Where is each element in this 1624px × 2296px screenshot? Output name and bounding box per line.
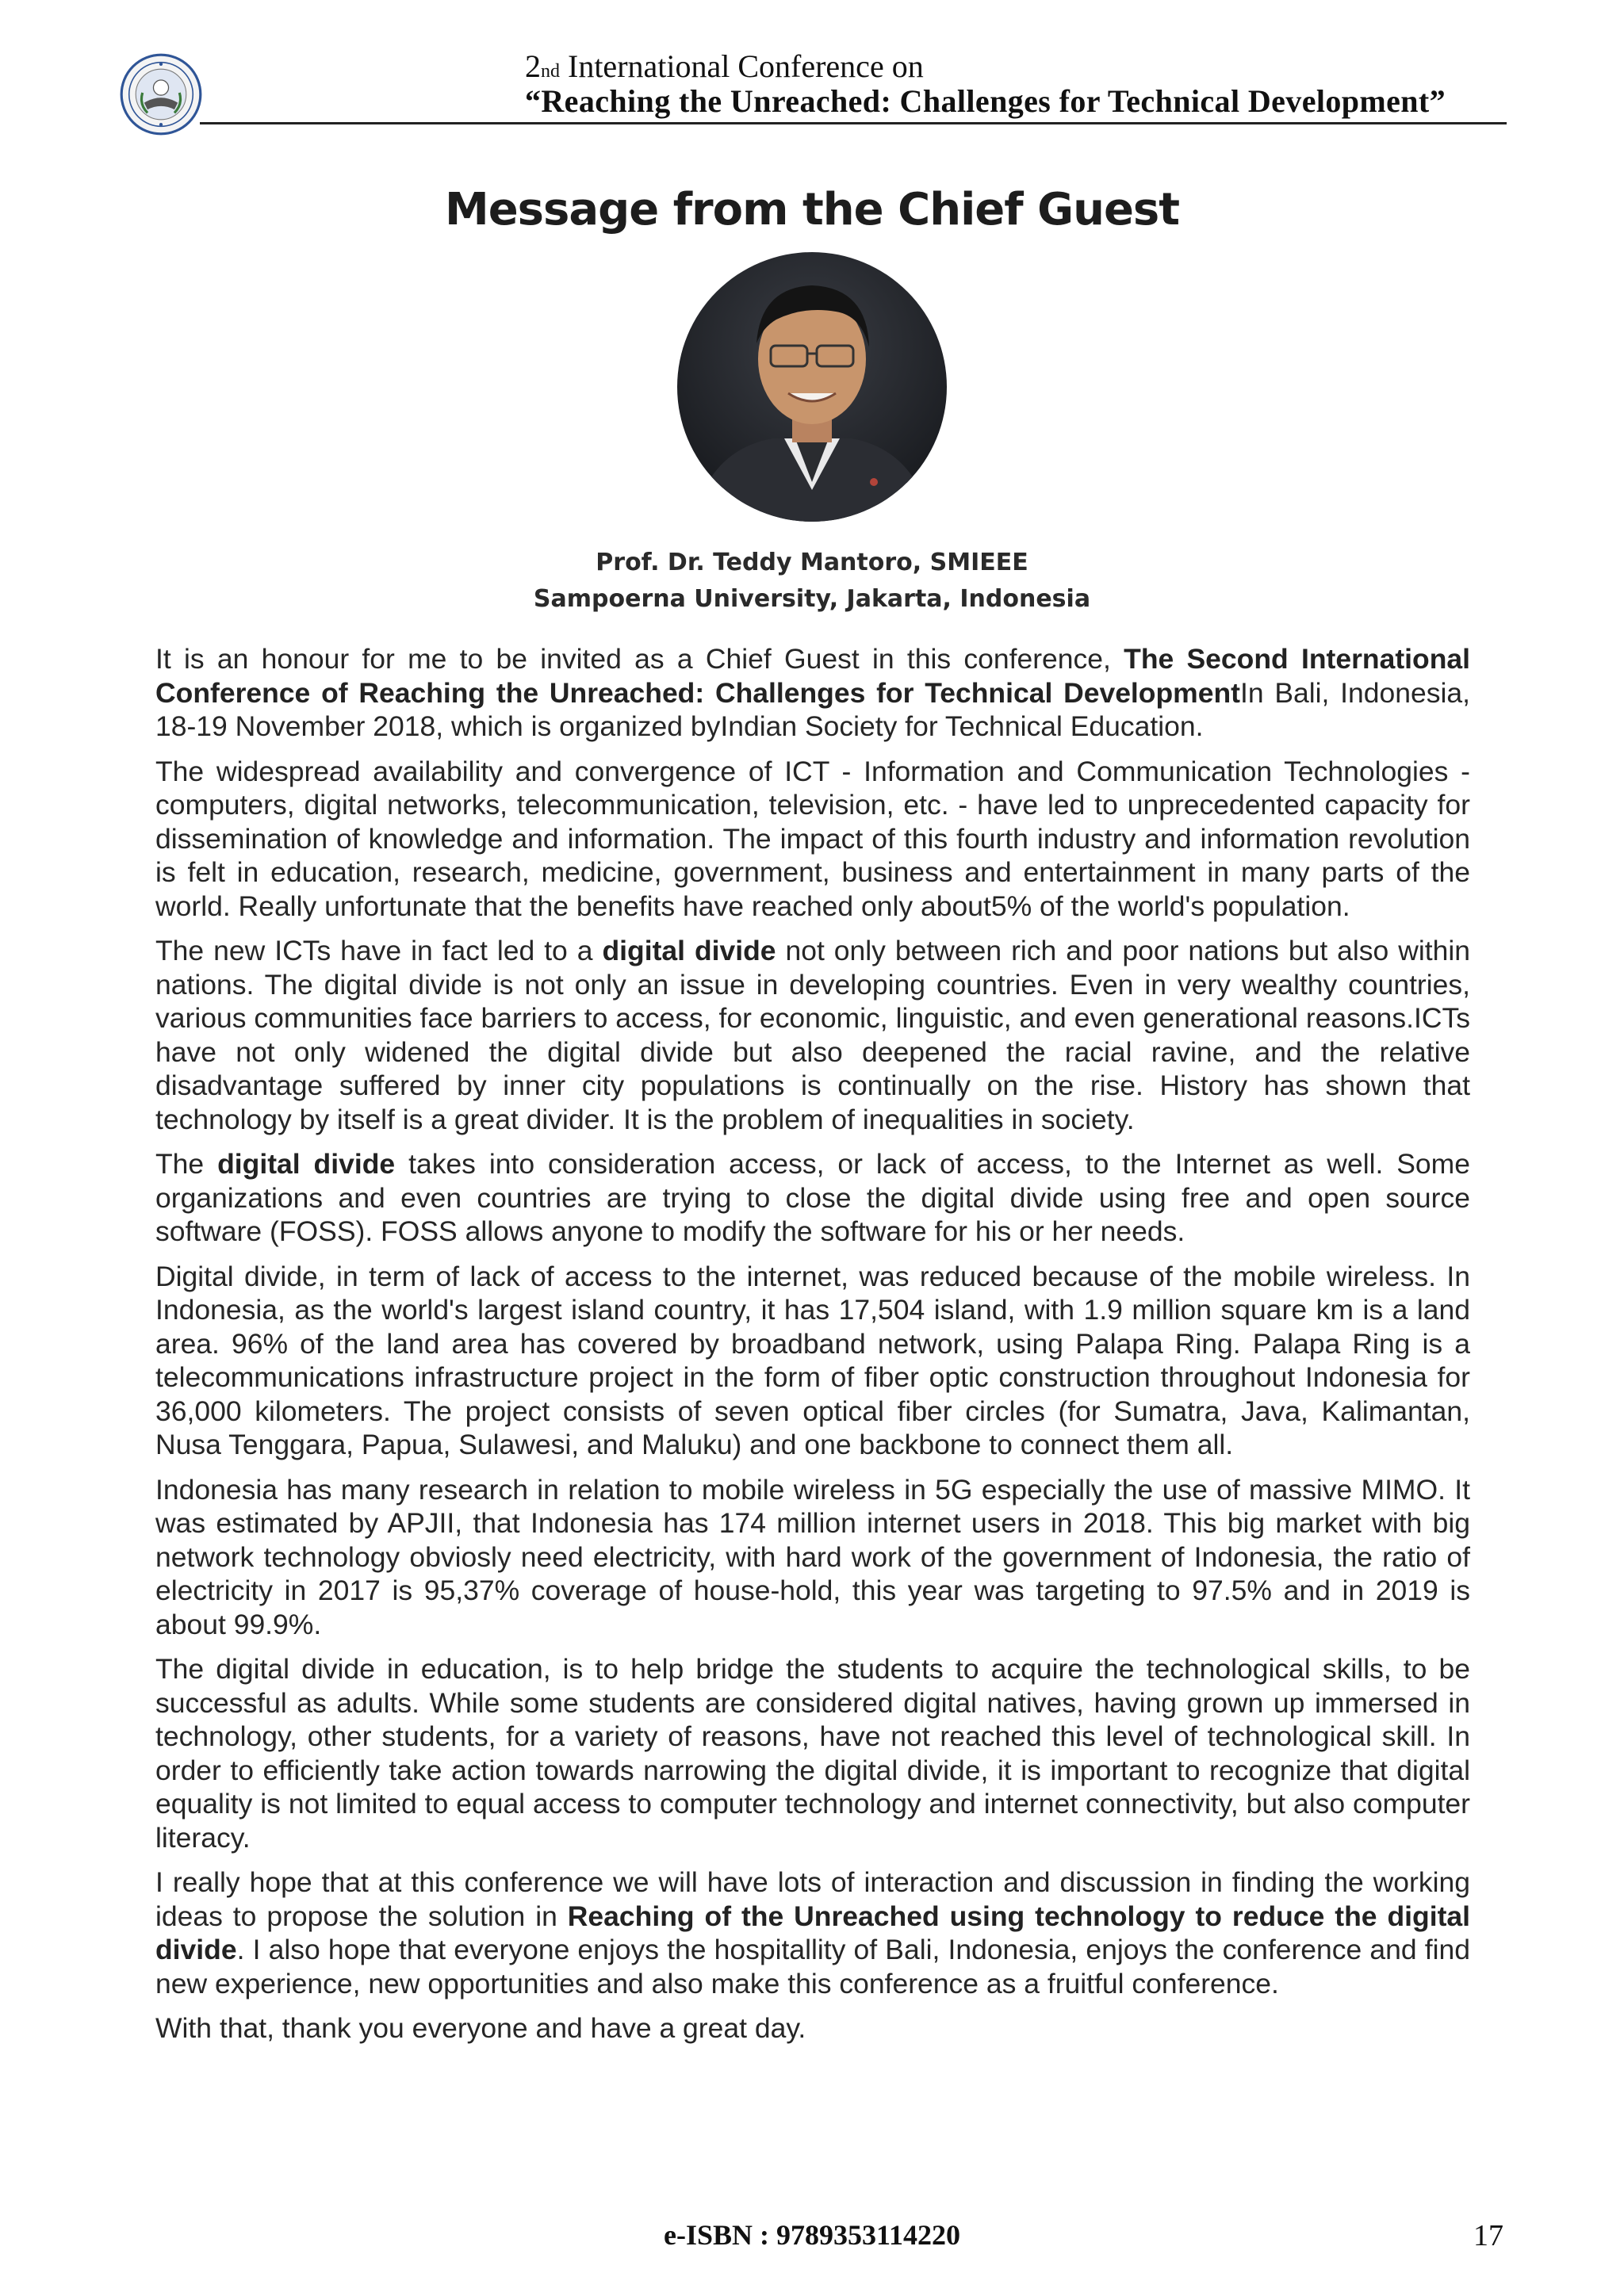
- guest-portrait: [677, 252, 947, 522]
- conference-ordinal-line: 2nd International Conference on: [525, 48, 924, 84]
- guest-name: Prof. Dr. Teddy Mantoro, SMIEEE: [596, 549, 1028, 576]
- paragraph-5g: Indonesia has many research in relation to mobile wireless in 5G especially the use of massive MIMO. It was estimated by APJII, that Indonesia has 174 million internet users in 2018. This big market with big network technology obviosly need electricity, with hard work of the government of Indonesia, the ratio of electricity in 2017 is 95,37% coverage of house-hold, this year was targeting to 97.5% and in 2019 is about 99.9%.: [155, 1473, 1470, 1640]
- footer-isbn: e-ISBN : 9789353114220: [663, 2219, 960, 2251]
- guest-affiliation: Sampoerna University, Jakarta, Indonesia: [533, 585, 1091, 613]
- paragraph-digital-divide: The new ICTs have in fact led to a digital divide not only between rich and poor nations but also within nations. The digital divide is not only an issue in developing countries. Even in very wealthy countries, various communities face barriers to access, for economic, linguistic, and even generational reasons.ICTs have not only widened the digital divide but also deepened the racial ravine, and the relative disadvantage suffered by inner city populations is continually on the rise. History has shown that technology by itself is a great divider. It is the problem of inequalities in society.: [155, 935, 1470, 1135]
- paragraph-education: The digital divide in education, is to help bridge the students to acquire the technological skills, to be successful as adults. While some students are considered digital natives, having grown up immersed in technology, other students, for a variety of reasons, have not reached this level of technological skill. In order to efficiently take action towards narrowing the digital divide, it is important to recognize that digital equality is not limited to equal access to computer technology and internet connectivity, but also computer literacy.: [155, 1653, 1470, 1854]
- paragraph-closing: With that, thank you everyone and have a great day.: [155, 2012, 806, 2044]
- page-number: 17: [1473, 2219, 1503, 2252]
- digital-divide-emphasis: digital divide: [217, 1148, 396, 1180]
- conference-name-emphasis: The Second International Conference of Reaching the Unreached: Challenges for Technical Development: [155, 643, 1471, 709]
- ordinal-suffix: nd: [541, 61, 560, 82]
- header-divider: [200, 122, 1507, 124]
- paragraph-hope: I really hope that at this conference we will have lots of interaction and discussion in finding the working ideas to propose the solution in Reaching of the Unreached using technology to reduce the digital divide. I also hope that everyone enjoys the hospitallity of Bali, Indonesia, enjoys the conference and find new experience, new opportunities and also make this conference as a fruitful conference.: [155, 1866, 1470, 1999]
- digital-divide-emphasis: digital divide: [602, 935, 776, 966]
- page-header: [119, 40, 1507, 127]
- reaching-unreached-emphasis: Reaching of the Unreached using technology to reduce the digital divide: [155, 1900, 1470, 1965]
- paragraph-foss: The digital divide takes into consideration access, or lack of access, to the Internet as well. Some organizations and even countries are trying to close the digital divide using free and open source software (FOSS). FOSS allows anyone to modify the software for his or her needs.: [155, 1148, 1470, 1247]
- paragraph-ict: The widespread availability and convergence of ICT - Information and Communication Technologies -computers, digital networks, telecommunication, television, etc. - have led to unprecedented capacity for dissemination of knowledge and information. The impact of this fourth industry and information revolution is felt in education, research, medicine, government, business and entertainment in many parts of the world. Really unfortunate that the benefits have reached only about5% of the world's population.: [155, 755, 1470, 922]
- paragraph-intro: It is an honour for me to be invited as a Chief Guest in this conference, The Second International Conference of Reaching the Unreached: Challenges for Technical DevelopmentIn Bali, Indonesia, 18-19 November 2018, which is organized byIndian Society for Technical Education.: [155, 643, 1471, 742]
- isce-emblem-icon: [119, 52, 203, 136]
- message-body: [155, 642, 1470, 2057]
- page-title: Message from the Chief Guest: [444, 184, 1180, 235]
- paragraph-palapa-ring: Digital divide, in term of lack of access to the internet, was reduced because of the mobile wireless. In Indonesia, as the world's largest island country, it has 17,504 island, with 1.9 million square km is a land area. 96% of the land area has covered by broadband network, using Palapa Ring. Palapa Ring is a telecommunications infrastructure project in the form of fiber optic construction throughout Indonesia for 36,000 kilometers. The project consists of seven optical fiber circles (for Sumatra, Java, Kalimantan, Nusa Tenggara, Papua, Sulawesi, and Maluku) and one backbone to connect them all.: [155, 1260, 1470, 1460]
- conference-theme-line: “Reaching the Unreached: Challenges for Technical Development”: [525, 83, 1446, 119]
- conference-title-line1: International Conference on: [568, 48, 924, 84]
